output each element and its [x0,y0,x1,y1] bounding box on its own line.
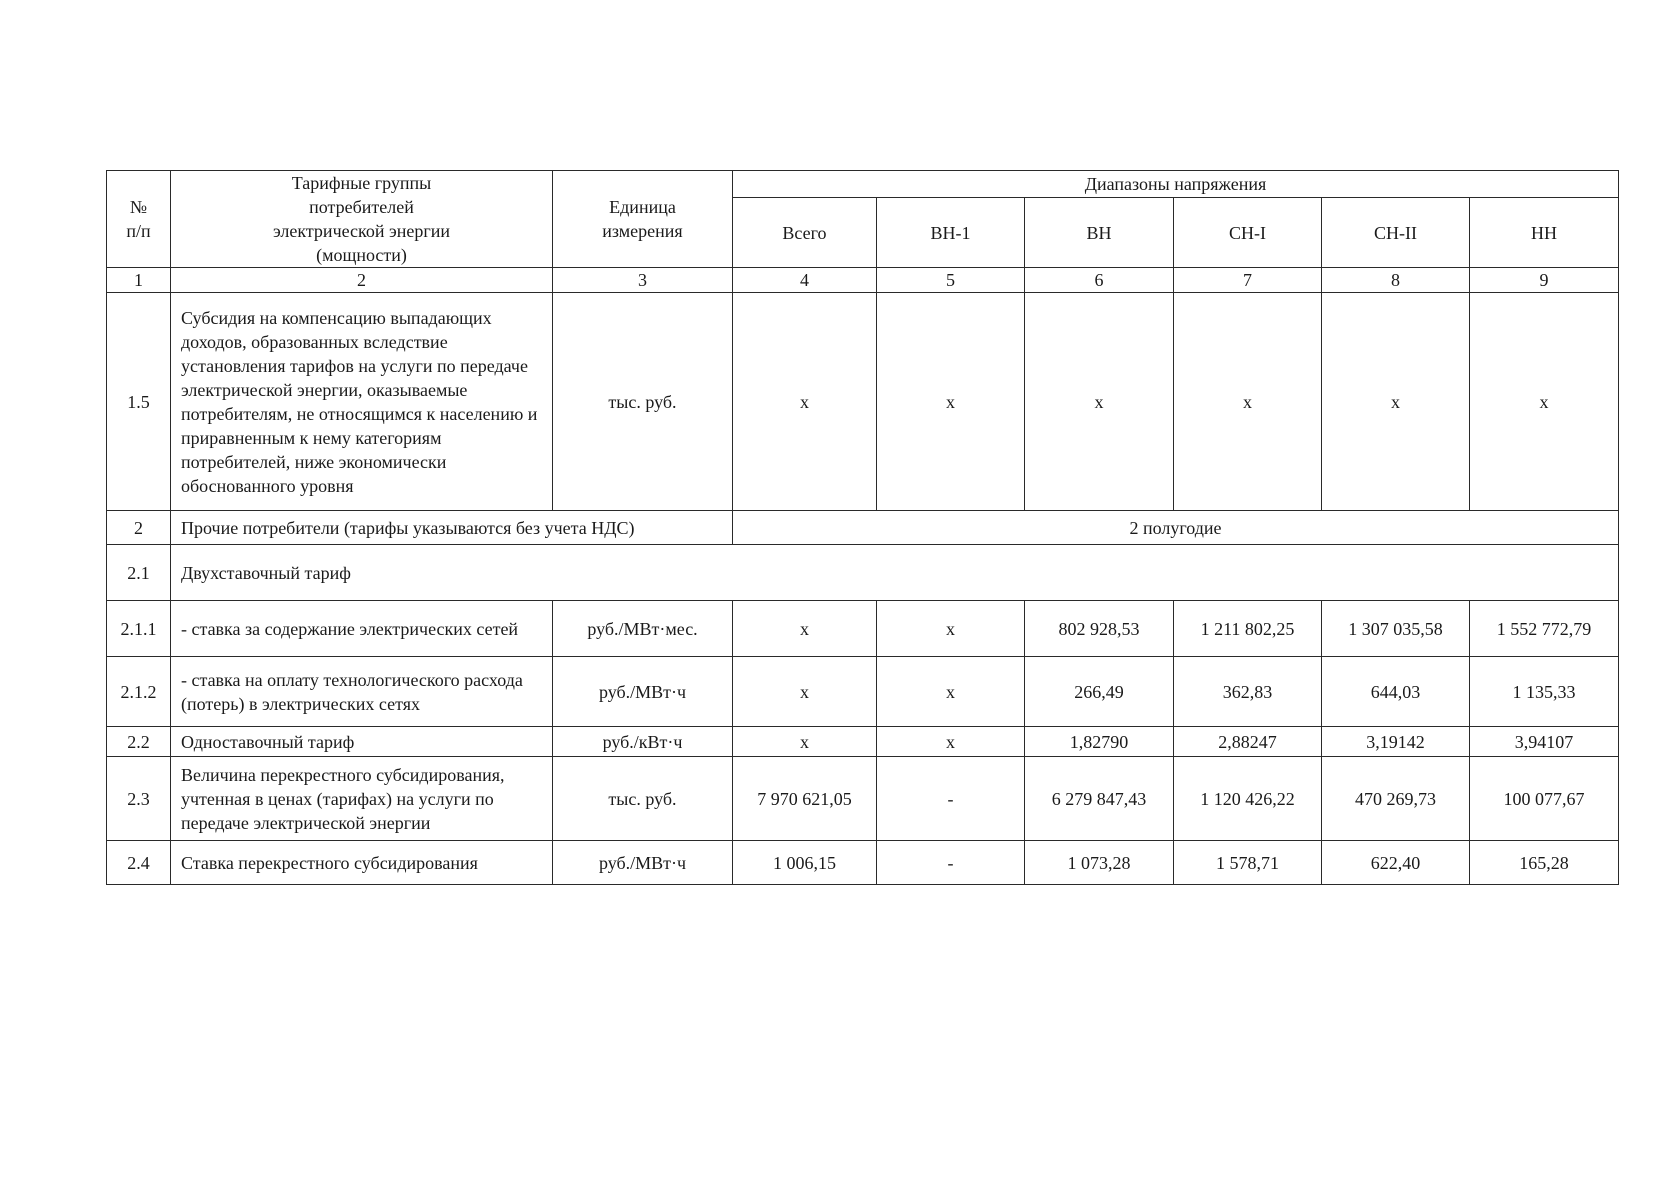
cell-value: 644,03 [1322,657,1470,727]
col-number: 7 [1174,268,1322,293]
cell-value: 1 135,33 [1470,657,1619,727]
cell-value: x [733,727,877,757]
cell-value: x [1174,293,1322,511]
header-col-vn: ВН [1025,198,1174,268]
header-col-vn1: ВН-1 [877,198,1025,268]
table-row [107,841,1619,885]
col-number: 6 [1025,268,1174,293]
cell-value: 802 928,53 [1025,601,1174,657]
col-number: 3 [553,268,733,293]
row-num: 1.5 [107,293,171,511]
cell-value: 362,83 [1174,657,1322,727]
row-name: Ставка перекрестного субсидирования [171,841,553,885]
col-number: 1 [107,268,171,293]
row-unit: руб./кВт·ч [553,727,733,757]
table-row [107,727,1619,757]
table-row [107,511,1619,545]
cell-value: x [733,293,877,511]
table-row [107,545,1619,601]
row-unit: тыс. руб. [553,293,733,511]
cell-value: 6 279 847,43 [1025,757,1174,841]
cell-value: - [877,841,1025,885]
cell-value: 470 269,73 [1322,757,1470,841]
col-number: 5 [877,268,1025,293]
row-num: 2.4 [107,841,171,885]
header-col-sn1: СН-I [1174,198,1322,268]
cell-value: x [1025,293,1174,511]
header-col-sn2: СН-II [1322,198,1470,268]
cell-value: 1 073,28 [1025,841,1174,885]
cell-value: x [877,293,1025,511]
cell-value: 2,88247 [1174,727,1322,757]
col-number: 2 [171,268,553,293]
cell-value: 1 211 802,25 [1174,601,1322,657]
cell-value: x [733,657,877,727]
row-unit: руб./МВт·ч [553,841,733,885]
cell-value: 622,40 [1322,841,1470,885]
header-num: № п/п [107,171,171,268]
row-unit: тыс. руб. [553,757,733,841]
cell-value: 1 120 426,22 [1174,757,1322,841]
cell-value: 100 077,67 [1470,757,1619,841]
cell-value: 165,28 [1470,841,1619,885]
row-num: 2.2 [107,727,171,757]
row-name: Величина перекрестного субсидирования, учтенная в ценах (тарифах) на услуги по передаче электрической энергии [171,757,553,841]
row-name: - ставка за содержание электрических сетей [171,601,553,657]
header-col-nn: НН [1470,198,1619,268]
col-number: 9 [1470,268,1619,293]
cell-value: 3,19142 [1322,727,1470,757]
row-num: 2 [107,511,171,545]
header-unit: Единица измерения [553,171,733,268]
cell-value: 1 552 772,79 [1470,601,1619,657]
cell-value: x [877,657,1025,727]
header-group: Тарифные группы потребителей электрической энергии (мощности) [171,171,553,268]
cell-value: x [1322,293,1470,511]
period-label: 2 полугодие [733,511,1619,545]
header-col-total: Всего [733,198,877,268]
cell-value: 1 006,15 [733,841,877,885]
row-num: 2.3 [107,757,171,841]
cell-value: 3,94107 [1470,727,1619,757]
cell-value: 1 307 035,58 [1322,601,1470,657]
tariff-table [106,170,1619,885]
row-num: 2.1 [107,545,171,601]
cell-value: 1 578,71 [1174,841,1322,885]
cell-value: x [1470,293,1619,511]
table-row [107,293,1619,511]
table-row [107,757,1619,841]
cell-value: x [877,601,1025,657]
row-unit: руб./МВт·ч [553,657,733,727]
cell-value: x [733,601,877,657]
row-name: Прочие потребители (тарифы указываются без учета НДС) [171,511,733,545]
row-unit: руб./МВт·мес. [553,601,733,657]
cell-value: 266,49 [1025,657,1174,727]
header-voltage-ranges: Диапазоны напряжения [733,171,1619,198]
cell-value: 7 970 621,05 [733,757,877,841]
col-number: 8 [1322,268,1470,293]
row-name: Двухставочный тариф [171,545,1619,601]
cell-value: x [877,727,1025,757]
row-name: - ставка на оплату технологического расхода (потерь) в электрических сетях [171,657,553,727]
row-name: Субсидия на компенсацию выпадающих доходов, образованных вследствие установления тарифов на услуги по передаче электрической энергии, оказываемые потребителям, не относящимся к населению и приравненным к нему категориям потребителей, ниже экономически обоснованного уровня [171,293,553,511]
cell-value: - [877,757,1025,841]
cell-value: 1,82790 [1025,727,1174,757]
table-row [107,601,1619,657]
header-row-top [107,171,1619,198]
table-row [107,657,1619,727]
column-number-row [107,268,1619,293]
row-num: 2.1.1 [107,601,171,657]
row-num: 2.1.2 [107,657,171,727]
row-name: Одноставочный тариф [171,727,553,757]
col-number: 4 [733,268,877,293]
